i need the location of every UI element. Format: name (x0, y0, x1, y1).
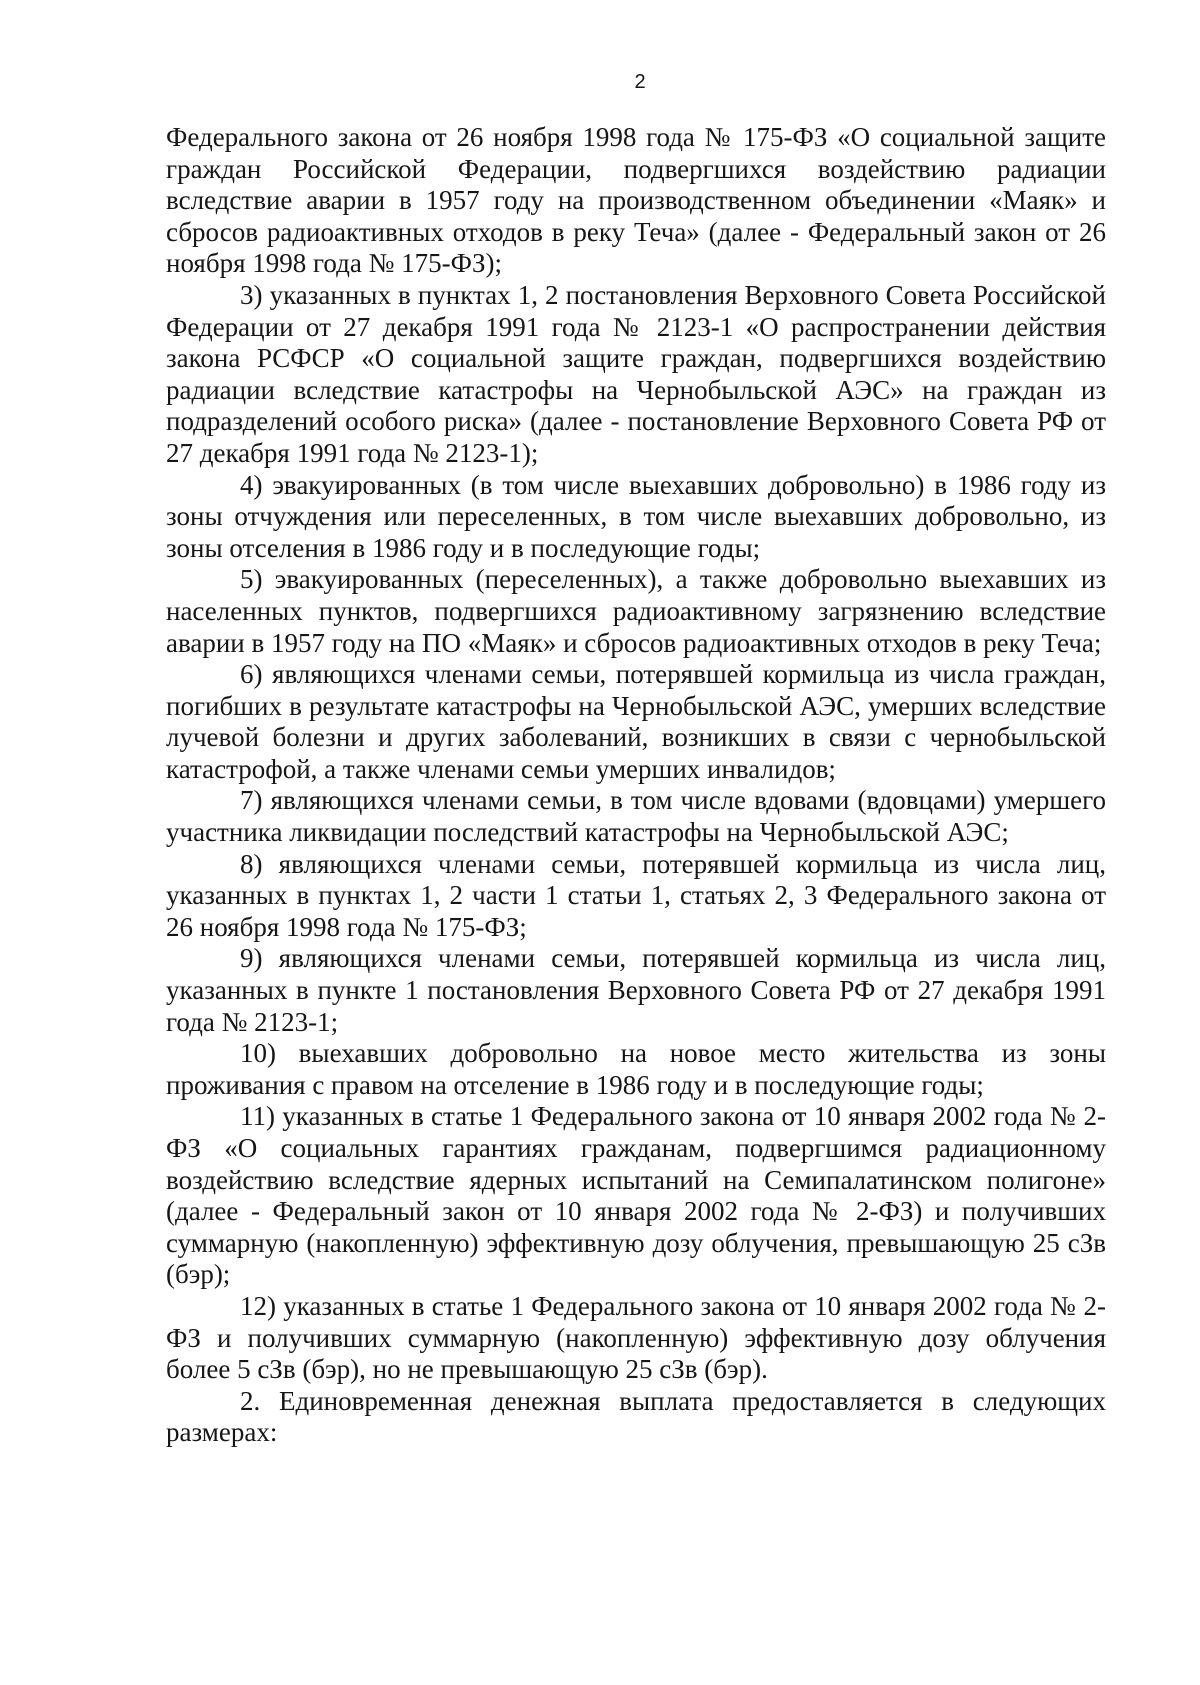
page-number: 2 (634, 71, 646, 93)
paragraph-item-6: 6) являющихся членами семьи, потерявшей кормильца из числа граждан, погибших в результате катастрофы на Чернобыльской АЭС, умерших вследствие лучевой болезни и других заболеваний, возникших в связи с чернобыльской катастрофой, а также членами семьи умерших инвалидов; (166, 659, 1106, 784)
paragraph-continuation: Федерального закона от 26 ноября 1998 года № 175-ФЗ «О социальной защите граждан Российской Федерации, подвергшихся воздействию радиации вследствие аварии в 1957 году на производственном объединении «Маяк» и сбросов радиоактивных отходов в реку Теча» (далее - Федеральный закон от 26 ноября 1998 года № 175-ФЗ); (166, 122, 1106, 279)
paragraph-item-12: 12) указанных в статье 1 Федерального закона от 10 января 2002 года № 2-ФЗ и получивших суммарную (накопленную) эффективную дозу облучения более 5 сЗв (бэр), но не превышающую 25 сЗв (бэр). (166, 1290, 1106, 1385)
paragraph-item-8: 8) являющихся членами семьи, потерявшей кормильца из числа лиц, указанных в пунктах 1, 2 части 1 статьи 1, статьях 2, 3 Федерального закона от 26 ноября 1998 года № 175-ФЗ; (166, 848, 1106, 942)
paragraph-item-7: 7) являющихся членами семьи, в том числе вдовами (вдовцами) умершего участника ликвидации последствий катастрофы на Чернобыльской АЭС; (166, 785, 1106, 848)
paragraph-item-5: 5) эвакуированных (переселенных), а также добровольно выехавших из населенных пунктов, подвергшихся радиоактивному загрязнению вследствие аварии в 1957 году на ПО «Маяк» и сбросов радиоактивных отходов в реку Теча; (166, 564, 1106, 658)
paragraph-item-3: 3) указанных в пунктах 1, 2 постановления Верховного Совета Российской Федерации от 27 декабря 1991 года № 2123-1 «О распространении действия закона РСФСР «О социальной защите граждан, подвергшихся воздействию радиации вследствие катастрофы на Чернобыльской АЭС» на граждан из подразделений особого риска» (далее - постановление Верховного Совета РФ от 27 декабря 1991 года № 2123-1); (166, 279, 1106, 468)
paragraph-item-4: 4) эвакуированных (в том числе выехавших добровольно) в 1986 году из зоны отчуждения или переселенных, в том числе выехавших добровольно, из зоны отселения в 1986 году и в последующие годы; (166, 469, 1106, 563)
paragraph-item-9: 9) являющихся членами семьи, потерявшей кормильца из числа лиц, указанных в пункте 1 постановления Верховного Совета РФ от 27 декабря 1991 года № 2123-1; (166, 943, 1106, 1037)
paragraph-section-2: 2. Единовременная денежная выплата предоставляется в следующих размерах: (166, 1385, 1106, 1448)
document-body (166, 122, 1106, 1449)
paragraph-item-10: 10) выехавших добровольно на новое место жительства из зоны проживания с правом на отселение в 1986 году и в последующие годы; (166, 1038, 1106, 1100)
paragraph-item-11: 11) указанных в статье 1 Федерального закона от 10 января 2002 года № 2-ФЗ «О социальных гарантиях гражданам, подвергшимся радиационному воздействию вследствие ядерных испытаний на Семипалатинском полигоне» (далее - Федеральный закон от 10 января 2002 года № 2-ФЗ) и получивших суммарную (накопленную) эффективную дозу облучения, превышающую 25 сЗв (бэр); (166, 1101, 1106, 1290)
